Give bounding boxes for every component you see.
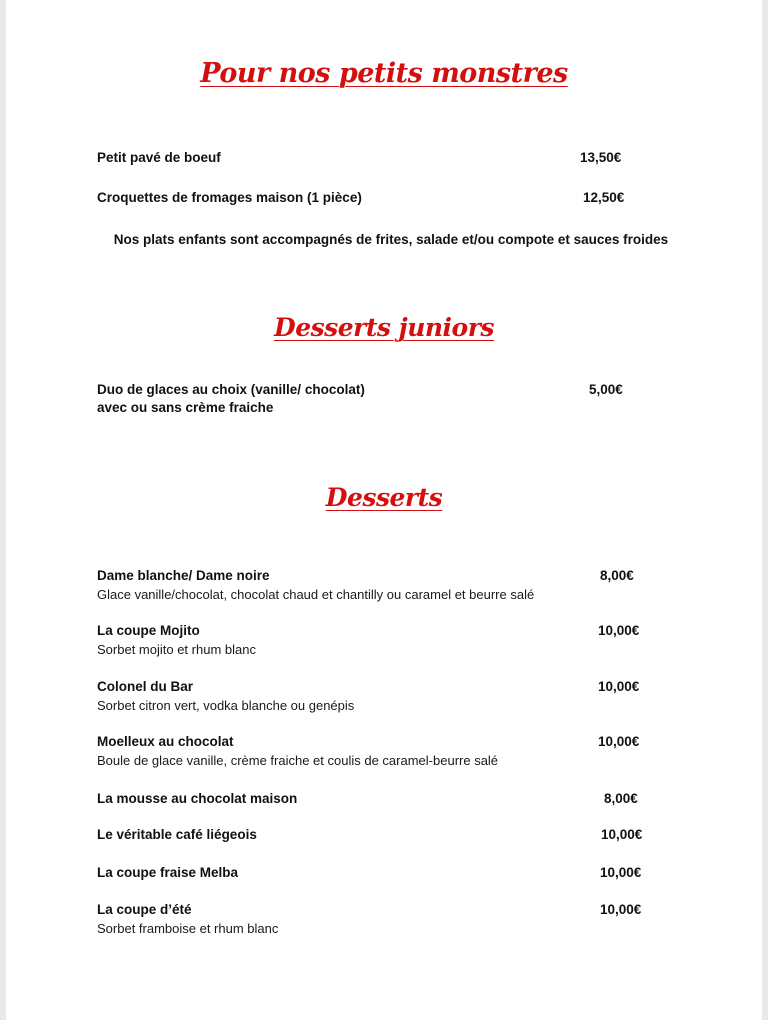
menu-item-price: 8,00€ [604, 791, 638, 806]
menu-item-price: 13,50€ [580, 150, 622, 165]
menu-item [97, 826, 657, 844]
menu-item-description: Boule de glace vanille, crème fraiche et coulis de caramel-beurre salé [97, 753, 499, 768]
menu-item [97, 901, 657, 938]
menu-item-price: 10,00€ [598, 734, 640, 749]
menu-item-price: 10,00€ [600, 865, 642, 880]
menu-item [97, 622, 657, 659]
menu-item-name: La mousse au chocolat maison [97, 791, 298, 806]
menu-item-price: 12,50€ [583, 190, 625, 205]
menu-item [97, 567, 657, 604]
menu-item-price: 5,00€ [589, 382, 623, 397]
menu-item-name: Le véritable café liégeois [97, 827, 257, 842]
menu-item-description: Sorbet citron vert, vodka blanche ou genépis [97, 698, 355, 713]
menu-item-price: 8,00€ [600, 568, 634, 583]
menu-item-name: Colonel du Bar [97, 679, 194, 694]
menu-item-price: 10,00€ [601, 827, 643, 842]
section-title-desserts-juniors: Desserts juniors [274, 313, 494, 342]
section-title-desserts: Desserts [325, 483, 443, 512]
menu-item-name: La coupe d’été [97, 902, 192, 917]
menu-item [97, 189, 657, 207]
menu-item-name: Dame blanche/ Dame noire [97, 568, 270, 583]
menu-item-name: La coupe fraise Melba [97, 865, 239, 880]
menu-item-name: Duo de glaces au choix (vanille/ chocolat) [97, 382, 365, 397]
menu-item-name: Petit pavé de boeuf [97, 150, 221, 165]
menu-item-price: 10,00€ [598, 623, 640, 638]
menu-item-price: 10,00€ [598, 679, 640, 694]
menu-item-description: avec ou sans crème fraiche [97, 400, 274, 415]
menu-item-description: Glace vanille/chocolat, chocolat chaud et chantilly ou caramel et beurre salé [97, 587, 535, 602]
menu-item [97, 733, 657, 770]
menu-page [6, 0, 762, 1020]
kids-menu-note: Nos plats enfants sont accompagnés de frites, salade et/ou compote et sauces froides [113, 232, 669, 247]
menu-item-description: Sorbet mojito et rhum blanc [97, 642, 256, 657]
menu-item [97, 790, 657, 808]
menu-item-price: 10,00€ [600, 902, 642, 917]
menu-item [97, 678, 657, 715]
menu-item [97, 864, 657, 882]
menu-item-description: Sorbet framboise et rhum blanc [97, 921, 279, 936]
menu-item [97, 381, 657, 417]
menu-item-name: La coupe Mojito [97, 623, 200, 638]
menu-item [97, 149, 657, 167]
menu-item-name: Croquettes de fromages maison (1 pièce) [97, 190, 362, 205]
menu-item-name: Moelleux au chocolat [97, 734, 234, 749]
section-title-petits-monstres: Pour nos petits monstres [200, 58, 568, 89]
